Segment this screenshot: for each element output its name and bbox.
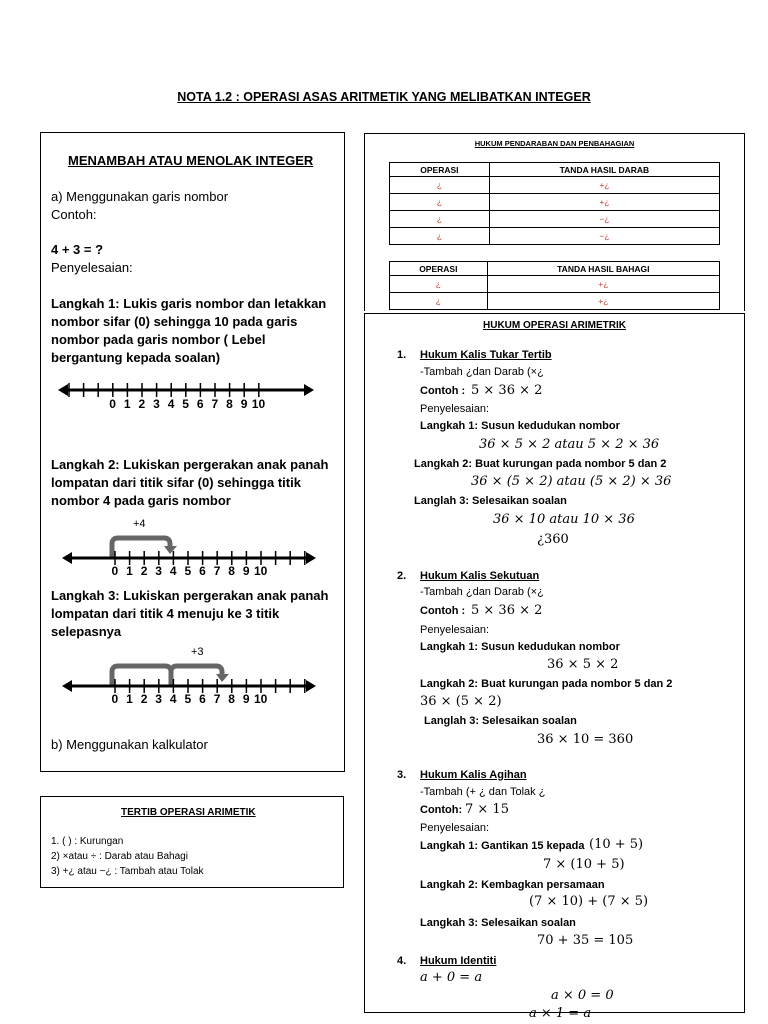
s2-contoh-expr: 5 × 36 × 2 [471, 603, 543, 618]
number-line-tick-label: 9 [240, 397, 248, 411]
s3-step1-expr: 7 × (10 + 5) [543, 857, 625, 872]
s3-step3-expr: 70 + 35 = 105 [537, 933, 634, 948]
table-cell: ¿ [390, 276, 488, 293]
s3-number: 3. [397, 769, 407, 781]
s3-step1-inline: (10 + 5) [589, 837, 644, 852]
number-line-tick-label: 8 [228, 564, 235, 578]
number-line-tick-label: 9 [242, 564, 250, 578]
table-cell: +¿ [489, 194, 719, 211]
s2-desc: -Tambah ¿dan Darab (×¿ [420, 586, 544, 598]
s2-contoh-label: Contoh : [420, 605, 466, 617]
number-line-tick-label: 8 [228, 692, 235, 706]
s4-title: Hukum Identiti [420, 955, 497, 967]
s4-expr-1: a + 0 = a [420, 970, 483, 985]
s2-step3: Langlah 3: Selesaikan soalan [424, 715, 577, 727]
step3-line-2: lompatan dari titik 4 menuju ke 3 titik [51, 606, 280, 621]
number-line-tick-label: 5 [184, 692, 192, 706]
table-cell: +¿ [489, 177, 719, 194]
s2-penyelesaian: Penyelesaian: [420, 624, 490, 636]
table1-header-operasi: OPERASI [390, 163, 490, 177]
s3-step2: Langkah 2: Kembagkan persamaan [420, 879, 605, 891]
multiplication-sign-table [389, 162, 720, 245]
s2-number: 2. [397, 570, 407, 582]
s3-step3: Langkah 3: Selesaikan soalan [420, 917, 576, 929]
s2-step2: Langkah 2: Buat kurungan pada nombor 5 dan 2 [420, 678, 673, 690]
table-cell: +¿ [487, 293, 719, 310]
s1-step3-result: ¿360 [537, 532, 569, 547]
number-line-tick-label: 10 [251, 397, 266, 411]
number-line-tick-label: 8 [226, 397, 233, 411]
division-sign-table [389, 261, 720, 310]
table2-header-tanda: TANDA HASIL BAHAGI [487, 262, 719, 276]
table-row [390, 177, 720, 194]
table-cell: −¿ [489, 211, 719, 228]
step2-line-2: lompatan dari titik sifar (0) sehingga titik [51, 475, 301, 490]
s2-step2-expr: 36 × (5 × 2) [420, 694, 502, 709]
number-line-tick-label: 5 [184, 564, 192, 578]
s3-desc: -Tambah (+ ¿ dan Tolak ¿ [420, 786, 546, 798]
table-cell: ¿ [390, 194, 490, 211]
table-cell: ¿ [390, 177, 490, 194]
s2-title: Hukum Kalis Sekutuan [420, 570, 540, 582]
number-line-tick-label: 6 [196, 397, 204, 411]
number-line-tick-label: 1 [126, 564, 133, 578]
tertib-item-1: 1. ( ) : Kurungan [51, 836, 124, 847]
s3-contoh-expr: 7 × 15 [465, 802, 509, 817]
table-cell: +¿ [487, 276, 719, 293]
number-line-tick-label: 9 [242, 692, 250, 706]
table-row [390, 194, 720, 211]
number-line-tick-label: 3 [155, 564, 162, 578]
number-line-tick-label: 5 [182, 397, 189, 411]
integer-heading: MENAMBAH ATAU MENOLAK INTEGER [68, 153, 314, 168]
s3-penyelesaian: Penyelesaian: [420, 822, 490, 834]
s4-number: 4. [397, 955, 407, 967]
tertib-heading: TERTIB OPERASI ARIMETIK [121, 807, 256, 818]
s3-title: Hukum Kalis Agihan [420, 769, 527, 781]
question-text: 4 + 3 = ? [51, 242, 104, 257]
table-row [390, 276, 720, 293]
s2-step3-expr: 36 × 10 = 360 [537, 732, 634, 747]
s1-step3: Langlah 3: Selesaikan soalan [414, 495, 567, 507]
table-cell: ¿ [390, 293, 488, 310]
step1-line-2: nombor sifar (0) sehingga 10 pada garis [51, 314, 298, 329]
step1-line-3: nombor pada garis nombor ( Lebel [51, 332, 266, 347]
s3-contoh-label: Contoh: [420, 804, 463, 816]
s1-desc: -Tambah ¿dan Darab (×¿ [420, 366, 544, 378]
contoh-label: Contoh: [51, 207, 97, 222]
table1-header-tanda: TANDA HASIL DARAB [489, 163, 719, 177]
number-line-tick-label: 6 [199, 692, 206, 706]
s2-step1-expr: 36 × 5 × 2 [547, 657, 619, 672]
number-line-1 [40, 378, 345, 418]
s1-title: Hukum Kalis Tukar Tertib [420, 349, 552, 361]
penyelesaian-label: Penyelesaian: [51, 260, 133, 275]
step3-line-3: selepasnya [51, 624, 122, 639]
s1-step1: Langkah 1: Susun kedudukan nombor [420, 420, 620, 432]
step2-line-1: Langkah 2: Lukiskan pergerakan anak panah [51, 457, 329, 472]
table-row [390, 293, 720, 310]
arithmetic-laws-heading: HUKUM OPERASI ARIMETRIK [483, 320, 626, 331]
tertib-item-2: 2) ×atau ÷ : Darab atau Bahagi [51, 851, 188, 862]
s1-step1-expr: 36 × 5 × 2 atau 5 × 2 × 36 [479, 437, 660, 452]
tertib-item-3: 3) +¿ atau −¿ : Tambah atau Tolak [51, 866, 204, 877]
jump-label-plus3: +3 [191, 646, 204, 658]
number-line-tick-label: 0 [111, 564, 119, 578]
number-line-tick-label: 0 [111, 692, 119, 706]
table-cell: ¿ [390, 228, 490, 245]
number-line-tick-label: 1 [126, 692, 133, 706]
s1-penyelesaian: Penyelesaian: [420, 403, 490, 415]
table-cell: −¿ [489, 228, 719, 245]
step3-line-1: Langkah 3: Lukiskan pergerakan anak panah [51, 588, 329, 603]
number-line-tick-label: 2 [138, 397, 146, 411]
number-line-tick-label: 10 [254, 564, 268, 578]
page-title: NOTA 1.2 : OPERASI ASAS ARITMETIK YANG MELIBATKAN INTEGER [177, 90, 591, 104]
step1-line-1: Langkah 1: Lukis garis nombor dan letakkan [51, 296, 327, 311]
number-line-tick-label: 7 [213, 564, 221, 578]
jump-label-plus4: +4 [133, 518, 146, 530]
number-line-2 [40, 534, 345, 578]
s3-step2-expr: (7 × 10) + (7 × 5) [529, 894, 649, 909]
s1-number: 1. [397, 349, 407, 361]
s1-step3-expr: 36 × 10 atau 10 × 36 [493, 512, 635, 527]
method-b-line: b) Menggunakan kalkulator [51, 737, 208, 752]
s4-expr-3: a × 1 = a [529, 1006, 592, 1021]
number-line-tick-label: 2 [140, 692, 148, 706]
s4-expr-2: a × 0 = 0 [551, 988, 614, 1003]
number-line-tick-label: 7 [213, 692, 221, 706]
s1-step2-expr: 36 × (5 × 2) atau (5 × 2) × 36 [471, 474, 672, 489]
number-line-tick-label: 4 [167, 397, 175, 411]
number-line-3 [40, 662, 345, 706]
table2-header-operasi: OPERASI [390, 262, 488, 276]
step1-line-4: bergantung kepada soalan) [51, 350, 221, 365]
s1-contoh-expr: 5 × 36 × 2 [471, 383, 543, 398]
number-line-tick-label: 2 [140, 564, 148, 578]
number-line-tick-label: 10 [254, 692, 268, 706]
s3-step1: Langkah 1: Gantikan 15 kepada [420, 840, 585, 852]
s1-contoh-label: Contoh : [420, 385, 466, 397]
number-line-tick-label: 1 [123, 397, 131, 411]
step2-line-3: nombor 4 pada garis nombor [51, 493, 231, 508]
number-line-tick-label: 4 [169, 692, 177, 706]
number-line-tick-label: 3 [155, 692, 162, 706]
number-line-tick-label: 4 [169, 564, 177, 578]
s2-step1: Langkah 1: Susun kedudukan nombor [420, 641, 620, 653]
table-cell: ¿ [390, 211, 490, 228]
sign-rules-heading: HUKUM PENDARABAN DAN PENBAHAGIAN [474, 139, 635, 148]
number-line-tick-label: 0 [109, 397, 116, 411]
method-a-line: a) Menggunakan garis nombor [51, 189, 229, 204]
table-row [390, 211, 720, 228]
number-line-tick-label: 7 [211, 397, 219, 411]
table-row [390, 228, 720, 245]
number-line-tick-label: 6 [199, 564, 206, 578]
s1-step2: Langkah 2: Buat kurungan pada nombor 5 dan 2 [414, 458, 667, 470]
number-line-tick-label: 3 [153, 397, 160, 411]
